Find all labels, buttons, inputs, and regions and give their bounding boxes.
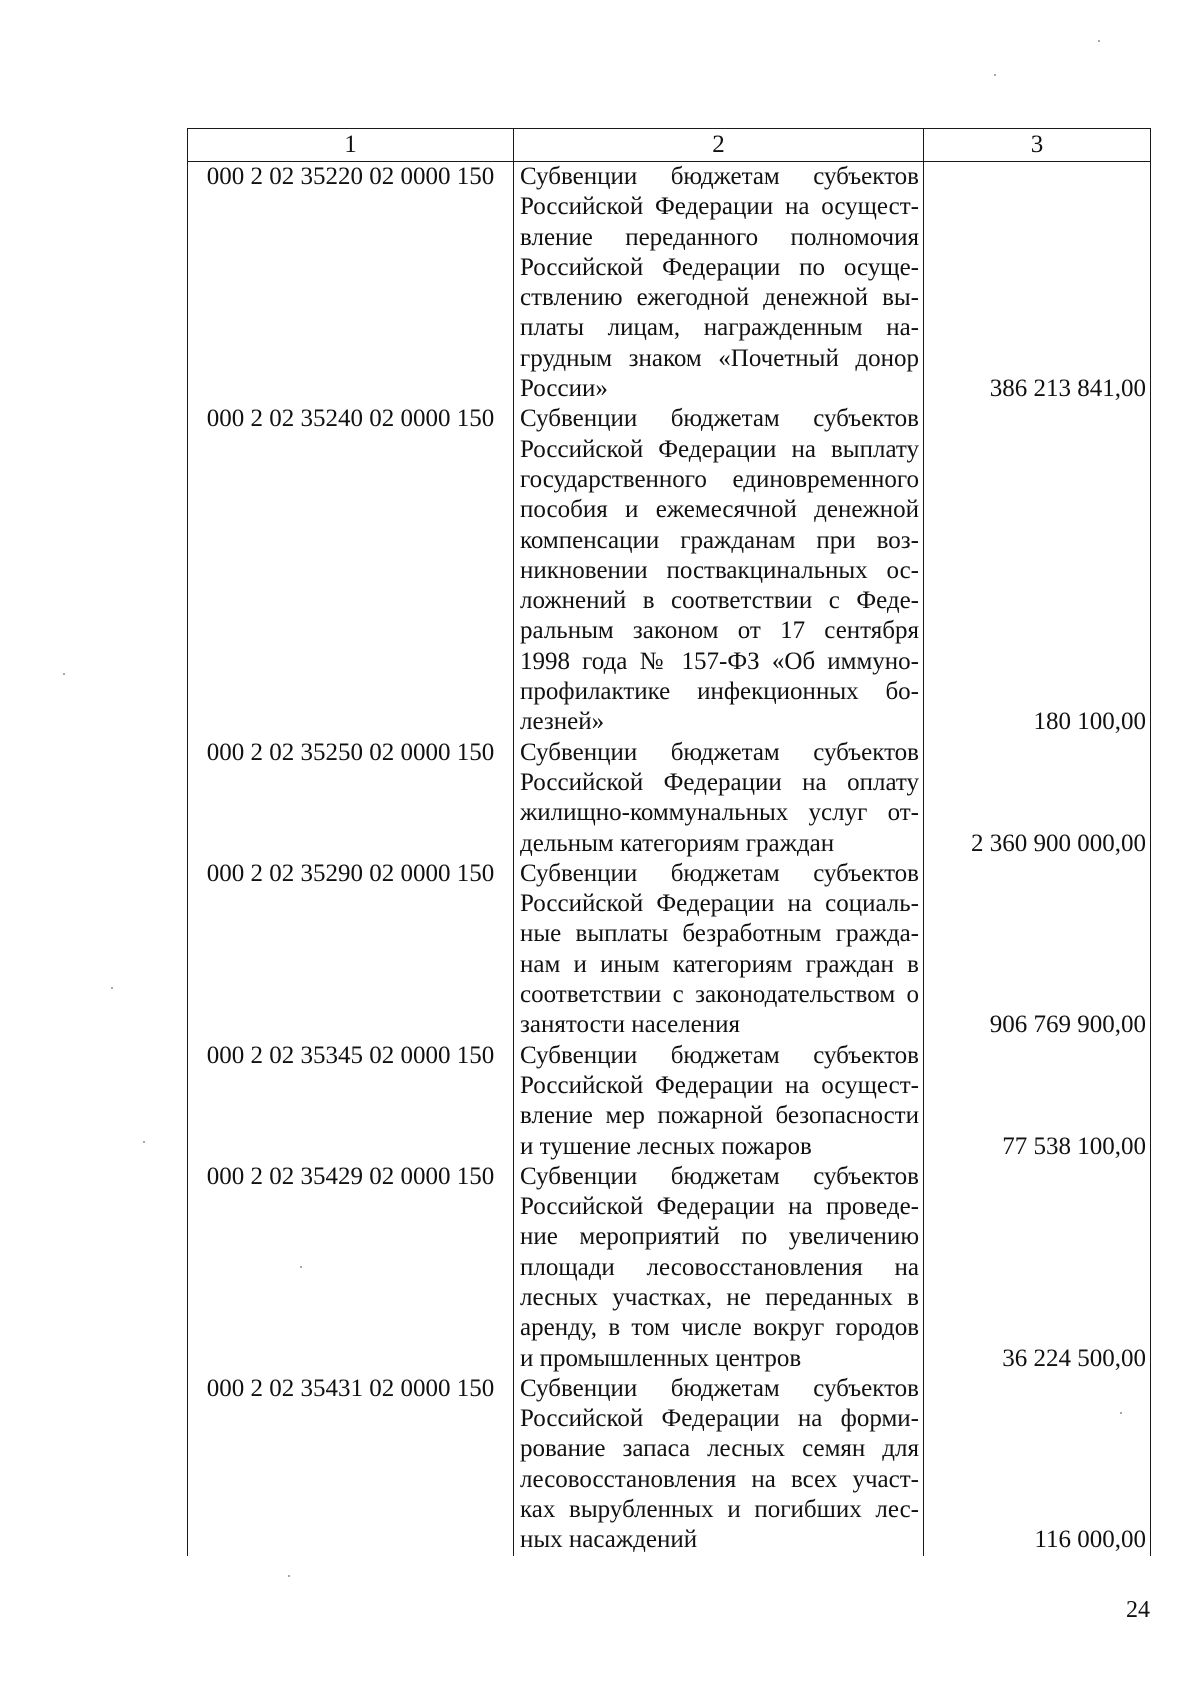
description-cell bbox=[514, 1162, 924, 1374]
table-row bbox=[188, 859, 1151, 1041]
column-header-3: 3 bbox=[924, 129, 1151, 162]
description-line: ложнений в соответствии с Феде- bbox=[520, 587, 919, 615]
description-line: лесовосстановления на всех участ- bbox=[520, 1465, 919, 1493]
table-body bbox=[188, 162, 1151, 1556]
description-line: ние мероприятий по увеличению bbox=[520, 1223, 919, 1251]
description-line: лезней» bbox=[520, 708, 605, 736]
budget-code-cell: 000 2 02 35250 02 0000 150 bbox=[188, 738, 514, 859]
budget-code-cell: 000 2 02 35345 02 0000 150 bbox=[188, 1041, 514, 1162]
scan-speck bbox=[143, 1141, 145, 1143]
budget-code-cell: 000 2 02 35220 02 0000 150 bbox=[188, 162, 514, 405]
description-line: Российской Федерации на выплату bbox=[520, 435, 919, 463]
budget-table bbox=[187, 128, 1151, 1556]
description-line: ных насаждений bbox=[520, 1526, 698, 1554]
scan-speck bbox=[111, 987, 113, 989]
scan-speck bbox=[63, 673, 65, 675]
amount-cell: 36 224 500,00 bbox=[924, 1162, 1151, 1374]
description-line: ные выплаты безработным гражда- bbox=[520, 920, 919, 948]
budget-code-cell: 000 2 02 35429 02 0000 150 bbox=[188, 1162, 514, 1374]
description-line: России» bbox=[520, 375, 608, 403]
description-line: Российской Федерации на оплату bbox=[520, 768, 919, 796]
description-line: Субвенции бюджетам субъектов bbox=[520, 1041, 919, 1069]
table-row bbox=[188, 738, 1151, 859]
description-line: нам и иным категориям граждан в bbox=[520, 950, 919, 978]
description-line: Российской Федерации на форми- bbox=[520, 1405, 919, 1433]
description-line: вление переданного полномочия bbox=[520, 223, 919, 251]
description-line: жилищно-коммунальных услуг от- bbox=[520, 799, 919, 827]
description-line: 1998 года № 157-ФЗ «Об иммуно- bbox=[520, 647, 919, 675]
description-line: Субвенции бюджетам субъектов bbox=[520, 163, 919, 190]
description-line: соответствии с законодательством о bbox=[520, 981, 919, 1009]
description-line: компенсации гражданам при воз- bbox=[520, 526, 919, 554]
description-line: ках вырубленных и погибших лес- bbox=[520, 1496, 919, 1524]
description-line: платы лицам, награжденным на- bbox=[520, 314, 919, 342]
table-row bbox=[188, 162, 1151, 405]
table-row bbox=[188, 1162, 1151, 1374]
description-line: Субвенции бюджетам субъектов bbox=[520, 405, 919, 433]
description-line: Российской Федерации на осущест- bbox=[520, 1071, 919, 1099]
scan-speck bbox=[1098, 40, 1100, 42]
amount-cell: 180 100,00 bbox=[924, 404, 1151, 737]
description-line: Субвенции бюджетам субъектов bbox=[520, 738, 919, 766]
description-line: никновении поствакцинальных ос- bbox=[520, 556, 919, 584]
description-line: Субвенции бюджетам субъектов bbox=[520, 1374, 919, 1402]
budget-code-cell: 000 2 02 35431 02 0000 150 bbox=[188, 1374, 514, 1556]
description-cell bbox=[514, 404, 924, 737]
description-line: Субвенции бюджетам субъектов bbox=[520, 1162, 919, 1190]
table-row bbox=[188, 1374, 1151, 1556]
scan-speck bbox=[288, 1575, 290, 1577]
scan-speck bbox=[1120, 1412, 1122, 1414]
amount-cell: 2 360 900 000,00 bbox=[924, 738, 1151, 859]
description-line: грудным знаком «Почетный донор bbox=[520, 344, 919, 372]
amount-cell: 386 213 841,00 bbox=[924, 162, 1151, 405]
description-cell bbox=[514, 1374, 924, 1556]
scan-speck bbox=[300, 1266, 302, 1268]
amount-cell: 77 538 100,00 bbox=[924, 1041, 1151, 1162]
description-cell bbox=[514, 738, 924, 859]
description-line: пособия и ежемесячной денежной bbox=[520, 496, 919, 524]
description-line: ральным законом от 17 сентября bbox=[520, 617, 919, 645]
description-line: и промышленных центров bbox=[520, 1344, 802, 1372]
description-line: и тушение лесных пожаров bbox=[520, 1132, 812, 1160]
description-line: ствлению ежегодной денежной вы- bbox=[520, 284, 919, 312]
page-number: 24 bbox=[1126, 1597, 1150, 1623]
description-line: аренду, в том числе вокруг городов bbox=[520, 1314, 919, 1342]
description-line: рование запаса лесных семян для bbox=[520, 1435, 919, 1463]
description-line: занятости населения bbox=[520, 1011, 741, 1039]
description-cell bbox=[514, 1041, 924, 1162]
description-line: дельным категориям граждан bbox=[520, 829, 835, 857]
column-header-2: 2 bbox=[514, 129, 924, 162]
column-header-1: 1 bbox=[188, 129, 514, 162]
description-line: Российской Федерации на проведе- bbox=[520, 1193, 919, 1221]
amount-cell: 906 769 900,00 bbox=[924, 859, 1151, 1041]
amount-cell: 116 000,00 bbox=[924, 1374, 1151, 1556]
description-cell bbox=[514, 859, 924, 1041]
description-line: лесных участках, не переданных в bbox=[520, 1283, 919, 1311]
description-line: вление мер пожарной безопасности bbox=[520, 1102, 919, 1130]
description-line: Российской Федерации по осуще- bbox=[520, 253, 919, 281]
table-row bbox=[188, 1041, 1151, 1162]
budget-code-cell: 000 2 02 35240 02 0000 150 bbox=[188, 404, 514, 737]
description-line: государственного единовременного bbox=[520, 465, 919, 493]
budget-code-cell: 000 2 02 35290 02 0000 150 bbox=[188, 859, 514, 1041]
header-row bbox=[188, 129, 1151, 162]
description-line: Субвенции бюджетам субъектов bbox=[520, 859, 919, 887]
description-line: площади лесовосстановления на bbox=[520, 1253, 919, 1281]
table-row bbox=[188, 404, 1151, 737]
description-cell bbox=[514, 162, 924, 405]
scan-speck bbox=[994, 74, 996, 76]
description-line: Российской Федерации на осущест- bbox=[520, 193, 919, 221]
description-line: Российской Федерации на социаль- bbox=[520, 890, 919, 918]
description-line: профилактике инфекционных бо- bbox=[520, 678, 919, 706]
